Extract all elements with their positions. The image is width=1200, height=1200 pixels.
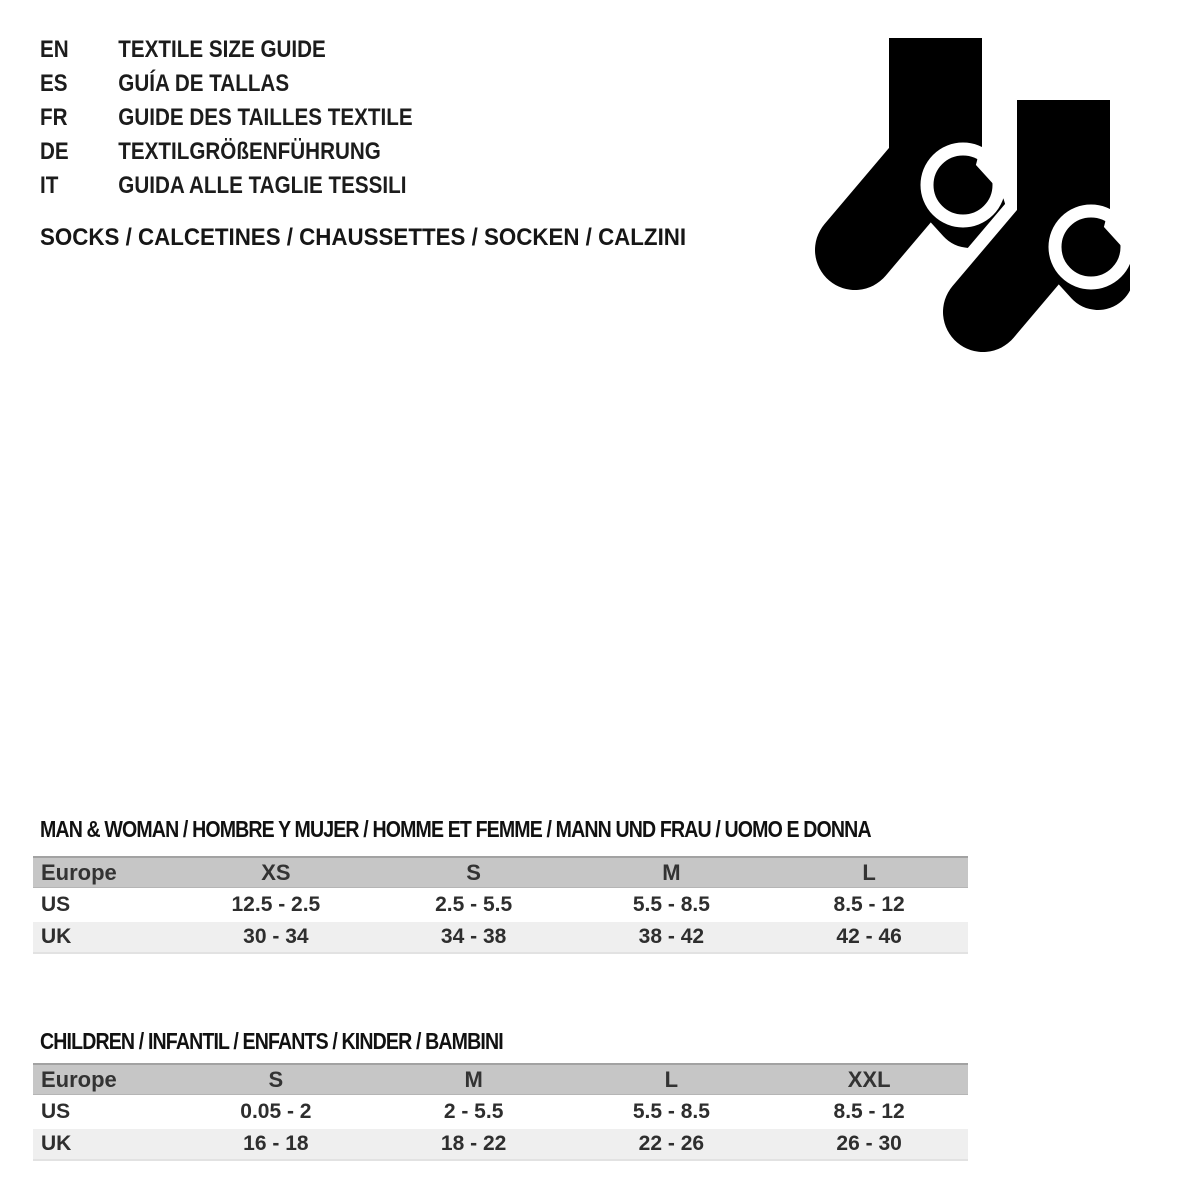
column-header: S <box>268 1066 284 1092</box>
guide-title-es: GUÍA DE TALLAS <box>118 70 290 97</box>
size-value: 22 - 26 <box>638 1132 705 1155</box>
size-table-children <box>33 1063 968 1161</box>
table-title-man-woman: MAN & WOMAN / HOMBRE Y MUJER / HOMME ET FEMME / MANN UND FRAU / UOMO E DONNA <box>40 816 871 842</box>
language-code: DE <box>40 138 69 165</box>
guide-title-fr: GUIDE DES TAILLES TEXTILE <box>118 104 413 131</box>
size-value: 0.05 - 2 <box>240 1100 312 1123</box>
table-header-row <box>33 856 968 888</box>
language-code: ES <box>40 70 68 97</box>
row-label: UK <box>41 1132 72 1155</box>
size-value: 5.5 - 8.5 <box>632 1100 710 1123</box>
table-row-us <box>33 888 968 922</box>
table-row-us <box>33 1095 968 1129</box>
column-header: L <box>664 1066 679 1092</box>
guide-title-it: GUIDA ALLE TAGLIE TESSILI <box>118 172 407 199</box>
column-header: M <box>464 1066 483 1092</box>
language-code: EN <box>40 36 69 63</box>
size-value: 16 - 18 <box>243 1132 309 1155</box>
product-category-heading: SOCKS / CALCETINES / CHAUSSETTES / SOCKEN / CALZINI <box>40 224 687 251</box>
table-header-row <box>33 1063 968 1095</box>
language-code: FR <box>40 104 68 131</box>
row-label: US <box>41 1100 71 1123</box>
guide-title-de: TEXTILGRÖßENFÜHRUNG <box>118 138 381 165</box>
column-header: S <box>466 859 481 885</box>
size-table-man-woman <box>33 856 968 954</box>
size-value: 34 - 38 <box>440 925 507 948</box>
table-title-children: CHILDREN / INFANTIL / ENFANTS / KINDER / BAMBINI <box>40 1028 503 1054</box>
row-label: US <box>41 893 71 916</box>
language-row-de <box>40 135 413 169</box>
language-row-en <box>40 33 413 67</box>
size-value: 26 - 30 <box>836 1132 902 1155</box>
language-title-list <box>40 33 413 203</box>
language-code: IT <box>40 172 59 199</box>
size-value: 8.5 - 12 <box>833 1100 905 1123</box>
column-header: XXL <box>847 1066 891 1092</box>
size-value: 5.5 - 8.5 <box>632 893 710 916</box>
column-header: L <box>862 859 876 885</box>
table-row-uk <box>33 1129 968 1161</box>
column-header: Europe <box>41 859 117 885</box>
socks-icon <box>790 20 1130 360</box>
size-value: 38 - 42 <box>638 925 705 948</box>
row-label: UK <box>41 925 72 948</box>
table-row-uk <box>33 922 968 954</box>
language-row-fr <box>40 101 413 135</box>
size-value: 8.5 - 12 <box>833 893 905 916</box>
language-row-it <box>40 169 413 203</box>
column-header: M <box>662 859 681 885</box>
size-value: 30 - 34 <box>243 925 309 948</box>
column-header: Europe <box>41 1066 117 1092</box>
size-value: 2.5 - 5.5 <box>435 893 513 916</box>
size-value: 18 - 22 <box>440 1132 507 1155</box>
guide-title-en: TEXTILE SIZE GUIDE <box>118 36 326 63</box>
column-header: XS <box>261 859 291 885</box>
size-value: 12.5 - 2.5 <box>231 893 321 916</box>
size-value: 42 - 46 <box>836 925 902 948</box>
size-value: 2 - 5.5 <box>443 1100 504 1123</box>
language-row-es <box>40 67 413 101</box>
